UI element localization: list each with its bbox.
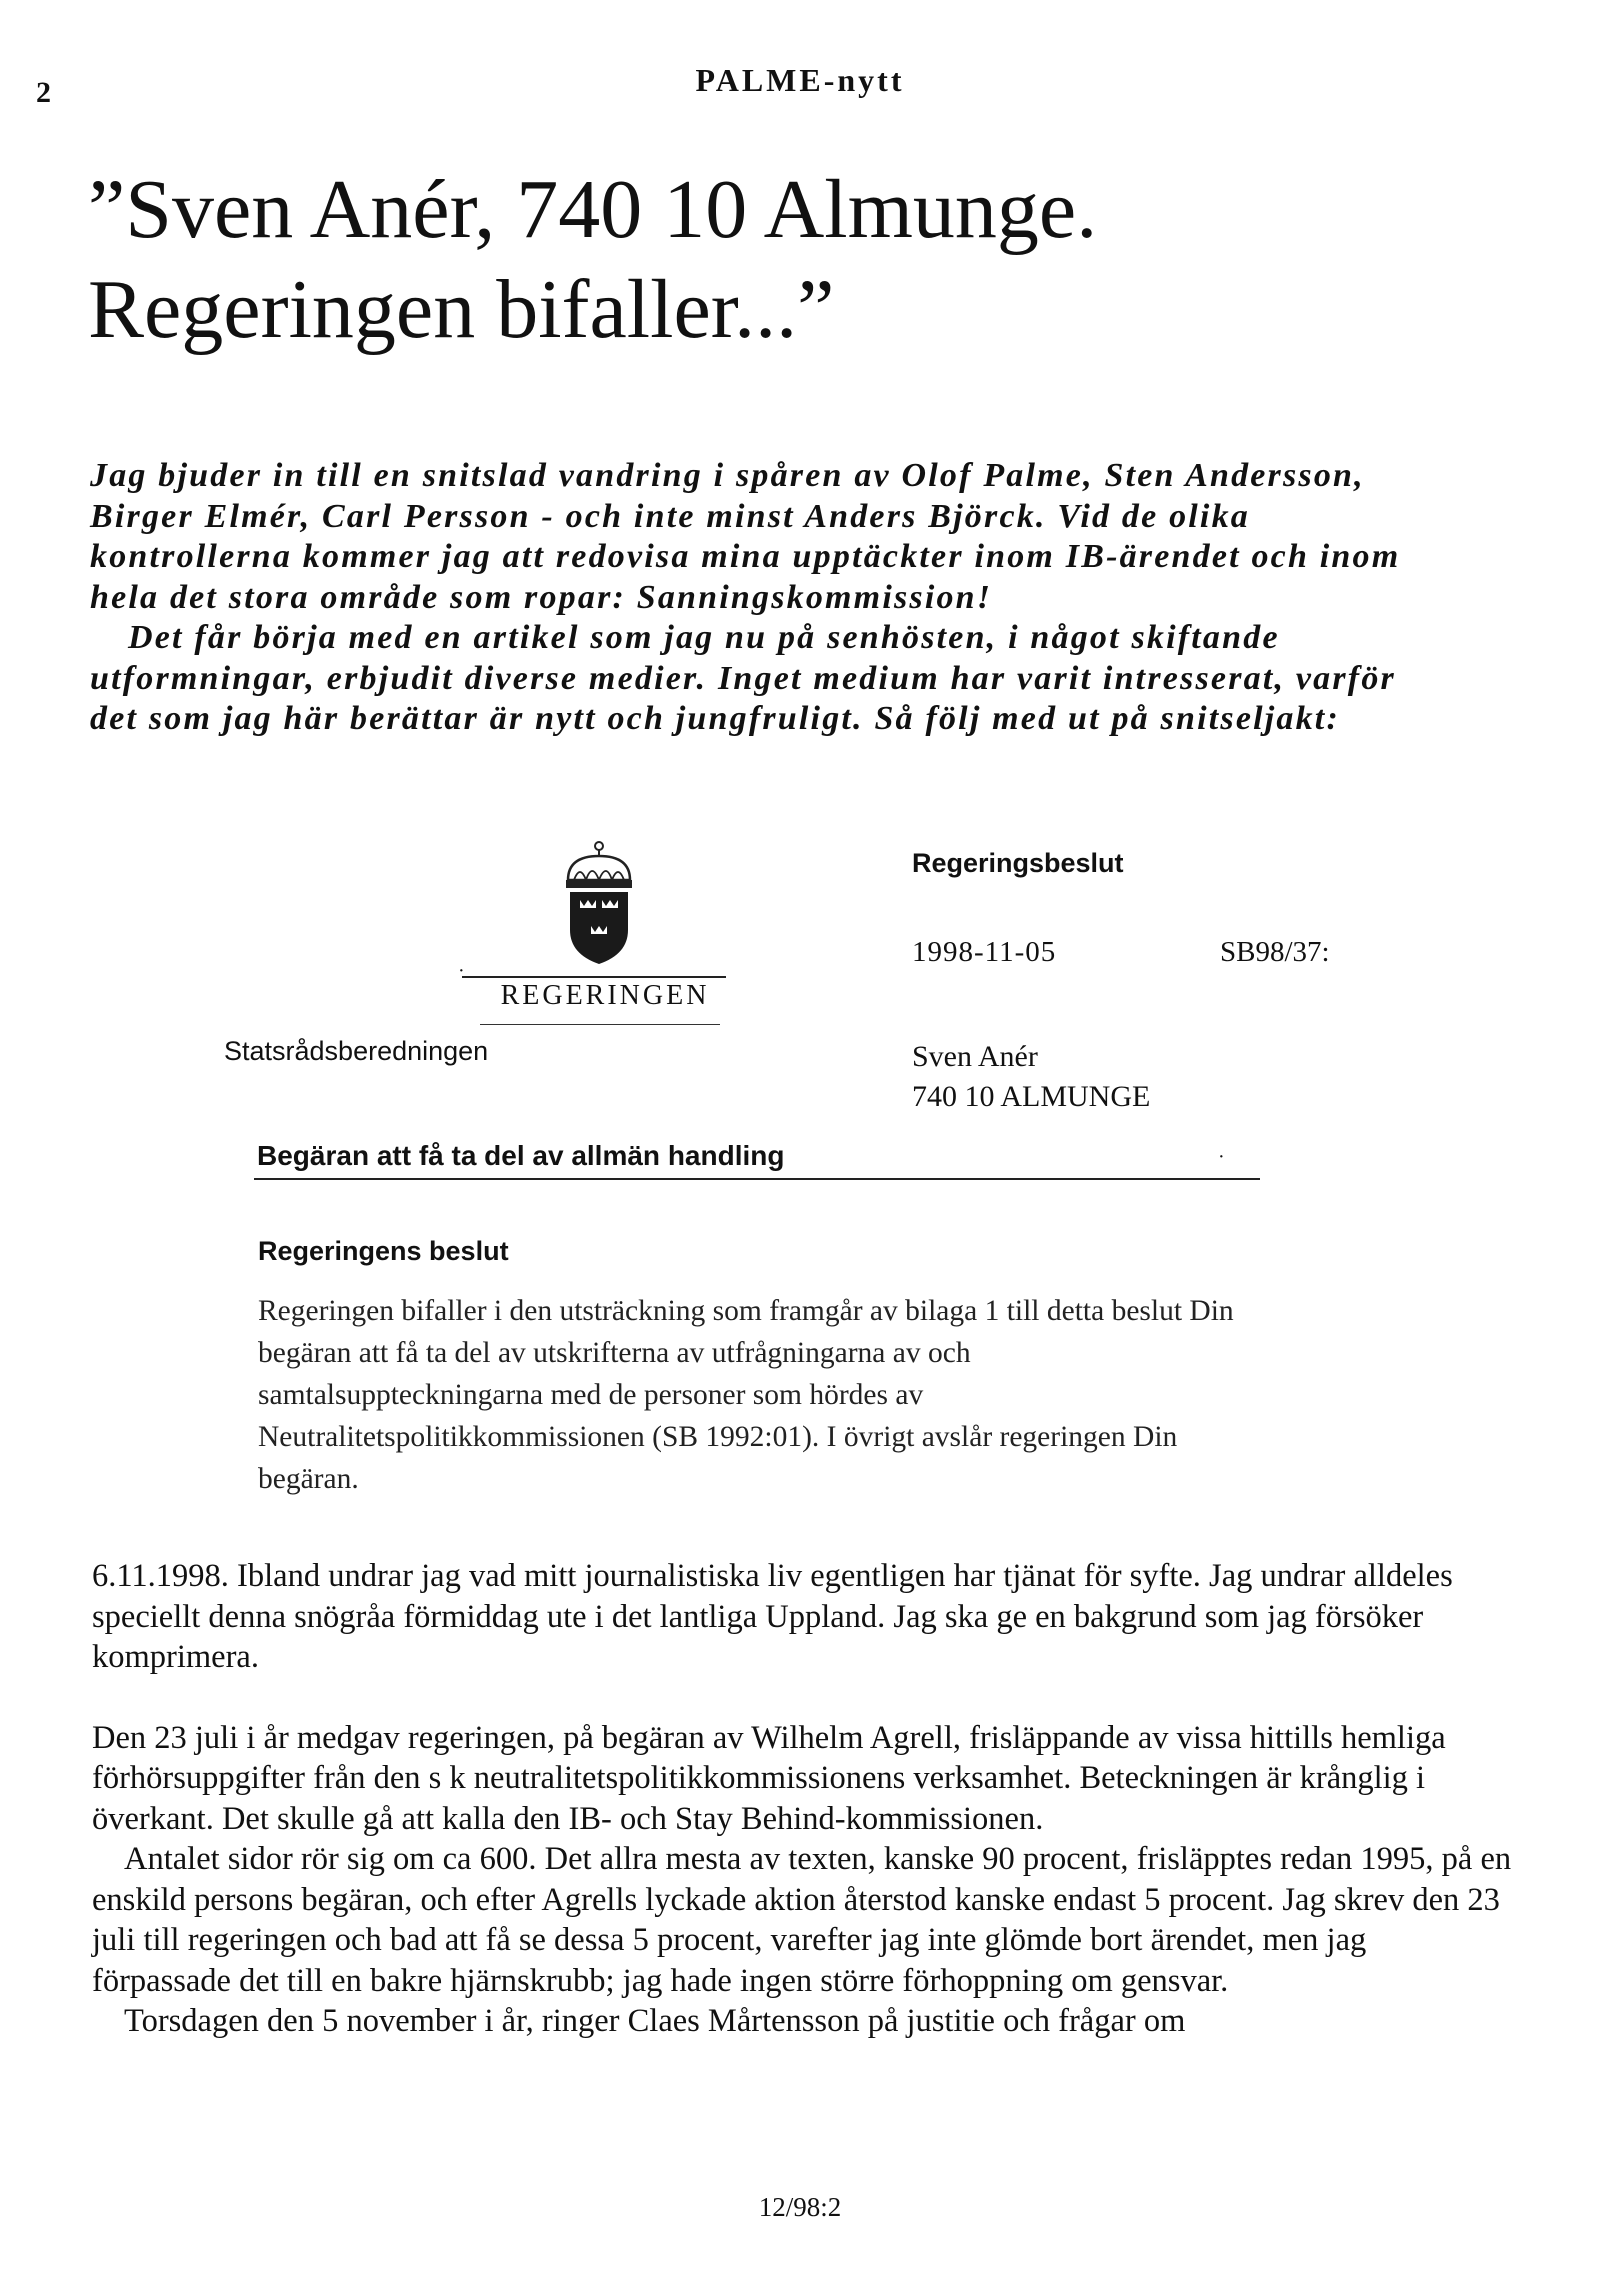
intro-paragraph-1: Jag bjuder in till en snitslad vandring i spåren av Olof Palme, Sten Andersson, Birger Elmér, Carl Persson - och inte minst Anders Björck. Vid de olika kontrollerna kommer jag att redovisa mina upptäckter inom IB-ärendet och inom hela det stora område som ropar: Sanningskommission! <box>90 457 1401 616</box>
recipient-name: Sven Anér <box>912 1040 1038 1073</box>
body-paragraph-2: Den 23 juli i år medgav regeringen, på begäran av Wilhelm Agrell, frisläppande av vissa hittills hemliga förhörsuppgifter från den s k neutralitetspolitikkommissionens verksamhet. Beteckningen är krånglig i överkant. Det skulle gå att kalla den IB- och Stay Behind-kommissionen. <box>92 1719 1446 1837</box>
crest-rule-lower <box>480 1024 720 1025</box>
article-body <box>92 1556 1512 2042</box>
decision-heading: Regeringens beslut <box>258 1236 509 1266</box>
letter-subject: Begäran att få ta del av allmän handling <box>257 1140 785 1171</box>
recipient-address: 740 10 ALMUNGE <box>912 1080 1151 1113</box>
body-paragraph-3: Antalet sidor rör sig om ca 600. Det allra mesta av texten, kanske 90 procent, frisläpptes redan 1995, på en enskild persons begäran, och efter Agrells lyckade aktion återstod kanske endast 5 procent. Jag skrev den 23 juli till regeringen och bad att få se dessa 5 procent, varefter jag inte glömde bort ärendet, men jag förpassade det till en bakre hjärnskrubb; jag hade ingen större förhoppning om gensvar. <box>92 1841 1512 1999</box>
headline <box>88 160 1097 360</box>
swedish-crest-icon <box>560 838 638 998</box>
page-number: 2 <box>36 76 51 109</box>
decorative-dot: · <box>458 960 465 982</box>
crest-label: REGERINGEN <box>500 980 710 1011</box>
headline-line-2: Regeringen bifaller...” <box>88 263 835 356</box>
issue-footer: 12/98:2 <box>758 2192 842 2222</box>
intro-text <box>90 456 1450 740</box>
body-paragraph-4: Torsdagen den 5 november i år, ringer Claes Mårtensson på justitie och frågar om <box>124 2003 1186 2039</box>
body-paragraph-1: 6.11.1998. Ibland undrar jag vad mitt journalistiska liv egentligen har tjänat för syfte. Jag undrar alldeles speciellt denna snögråa förmiddag ute i det lantliga Uppland. Jag ska ge en bakgrund som jag försöker komprimera. <box>92 1558 1453 1675</box>
masthead: PALME-nytt <box>695 62 905 98</box>
crest-rule <box>462 976 726 978</box>
decision-text: Regeringen bifaller i den utsträckning som framgår av bilaga 1 till detta beslut Din begäran att få ta del av utskrifterna av utfrågningarna av och samtalsuppteckningarna med de personer som hördes av Neutralitetspolitikkommissionen (SB 1992:01). I övrigt avslår regeringen Din begäran. <box>258 1295 1234 1495</box>
decorative-dot: · <box>1218 1146 1225 1168</box>
subject-rule <box>254 1178 1260 1180</box>
document-type: Regeringsbeslut <box>912 848 1124 878</box>
department: Statsrådsberedningen <box>224 1036 489 1066</box>
intro-paragraph-2: Det får börja med en artikel som jag nu på senhösten, i något skiftande utformningar, erbjudit diverse medier. Inget medium har varit intresserat, varför det som jag här berättar är nytt och jungfruligt. Så följ med ut på snitseljakt: <box>90 619 1396 737</box>
document-number: SB98/37: <box>1220 936 1330 968</box>
document-date: 1998-11-05 <box>912 936 1057 968</box>
headline-line-1: ”Sven Anér, 740 10 Almunge. <box>88 163 1098 256</box>
